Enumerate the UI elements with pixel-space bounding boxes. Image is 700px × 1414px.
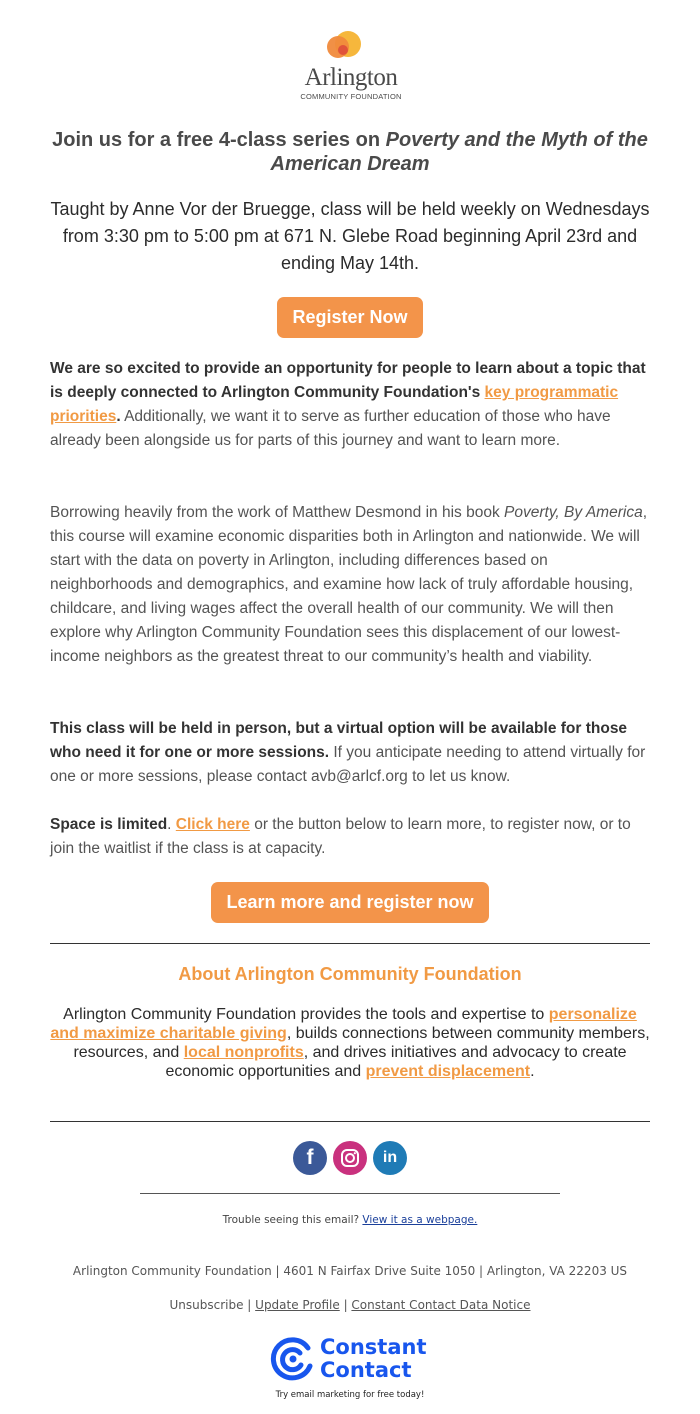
- headline-title: Poverty and the Myth of the American Dream: [270, 129, 648, 175]
- headline: [50, 128, 650, 176]
- arlington-logo: [296, 28, 406, 102]
- intro-bold-end: .: [116, 408, 121, 425]
- about-t2: , builds connections between community members, resources, and: [73, 1025, 650, 1061]
- intro-bold: We are so excited to provide an opportunity for people to learn about a topic that is deeply connected to Arlington Community Foundation's: [50, 360, 646, 401]
- footer-address: Arlington Community Foundation | 4601 N Fairfax Drive Suite 1050 | Arlington, VA 22203 US: [72, 1264, 628, 1278]
- charitable-giving-link[interactable]: personalize and maximize charitable giving: [50, 1006, 637, 1042]
- divider: [140, 1193, 560, 1194]
- space-paragraph: [50, 813, 650, 861]
- instagram-icon[interactable]: [333, 1141, 367, 1175]
- intro-paragraph: [50, 357, 650, 453]
- trouble-text: [50, 1214, 650, 1226]
- constant-contact-tagline[interactable]: Try email marketing for free today!: [275, 1390, 425, 1400]
- course-paragraph: [50, 501, 650, 669]
- divider: [50, 1121, 650, 1122]
- virtual-paragraph: [50, 717, 650, 789]
- logo-mark-icon: [308, 28, 394, 66]
- about-t3: , and drives initiatives and advocacy to create economic opportunities and: [165, 1044, 627, 1080]
- footer-links: [50, 1298, 650, 1312]
- course-rest: , this course will examine economic disparities both in Arlington and nationwide. We will start with the data on poverty in Arlington, including differences based on neighborhoods and demographics, and examine how lack of truly affordable housing, childcare, and living wages affect the overall health of our community. We will then explore why Arlington Community Foundation sees this displacement of our lowest-income neighbors as the greatest threat to our community’s health and viability.: [50, 504, 648, 665]
- data-notice-link[interactable]: Constant Contact Data Notice: [351, 1298, 531, 1312]
- key-priorities-link[interactable]: key programmatic priorities: [50, 384, 619, 425]
- virtual-bold: This class will be held in person, but a virtual option will be available for those who need it for one or more sessions.: [50, 720, 628, 761]
- book-title: Poverty, By America: [504, 504, 643, 521]
- about-text: [50, 1005, 650, 1081]
- constant-contact-logo[interactable]: [270, 1336, 440, 1384]
- space-bold: Space is limited: [50, 816, 168, 833]
- view-webpage-link[interactable]: View it as a webpage.: [362, 1214, 478, 1226]
- local-nonprofits-link[interactable]: local nonprofits: [183, 1044, 304, 1061]
- space-rest: or the button below to learn more, to register now, or to join the waitlist if the class is at capacity.: [50, 816, 631, 857]
- logo-subtitle: COMMUNITY FOUNDATION: [300, 92, 402, 101]
- separator: |: [339, 1298, 352, 1312]
- intro-rest: Additionally, we want it to serve as further education of those who have already been alongside us for parts of this journey and want to learn more.: [50, 408, 611, 449]
- separator: |: [243, 1298, 256, 1312]
- learn-more-register-button[interactable]: Learn more and register now: [211, 882, 489, 923]
- constant-contact-name: [320, 1336, 427, 1382]
- prevent-displacement-link[interactable]: prevent displacement: [365, 1063, 531, 1080]
- cc-line2: Contact: [320, 1358, 412, 1382]
- cc-line1: Constant: [320, 1335, 427, 1359]
- about-title: About Arlington Community Foundation: [178, 964, 522, 984]
- divider: [50, 943, 650, 944]
- space-dot: .: [167, 816, 176, 833]
- course-start: Borrowing heavily from the work of Matthew Desmond in his book: [50, 504, 505, 521]
- update-profile-link[interactable]: Update Profile: [255, 1298, 340, 1312]
- trouble-label: Trouble seeing this email?: [222, 1214, 363, 1226]
- about-t1: Arlington Community Foundation provides the tools and expertise to: [63, 1006, 549, 1023]
- constant-contact-mark-icon: [270, 1336, 316, 1382]
- linkedin-icon[interactable]: in: [373, 1141, 407, 1175]
- facebook-icon[interactable]: f: [293, 1141, 327, 1175]
- logo-name: Arlington: [304, 64, 398, 91]
- about-t4: .: [530, 1063, 535, 1080]
- virtual-rest: If you anticipate needing to attend virtually for one or more sessions, please contact avb@arlcf.org to let us know.: [50, 744, 646, 785]
- register-now-button[interactable]: Register Now: [277, 297, 423, 338]
- click-here-link[interactable]: Click here: [175, 816, 250, 833]
- unsubscribe-link[interactable]: Unsubscribe: [169, 1298, 244, 1312]
- lead-text: Taught by Anne Vor der Bruegge, class will be held weekly on Wednesdays from 3:30 pm to 5:00 pm at 671 N. Glebe Road beginning April 23rd and ending May 14th.: [50, 199, 650, 273]
- headline-prefix: Join us for a free 4-class series on: [52, 129, 386, 151]
